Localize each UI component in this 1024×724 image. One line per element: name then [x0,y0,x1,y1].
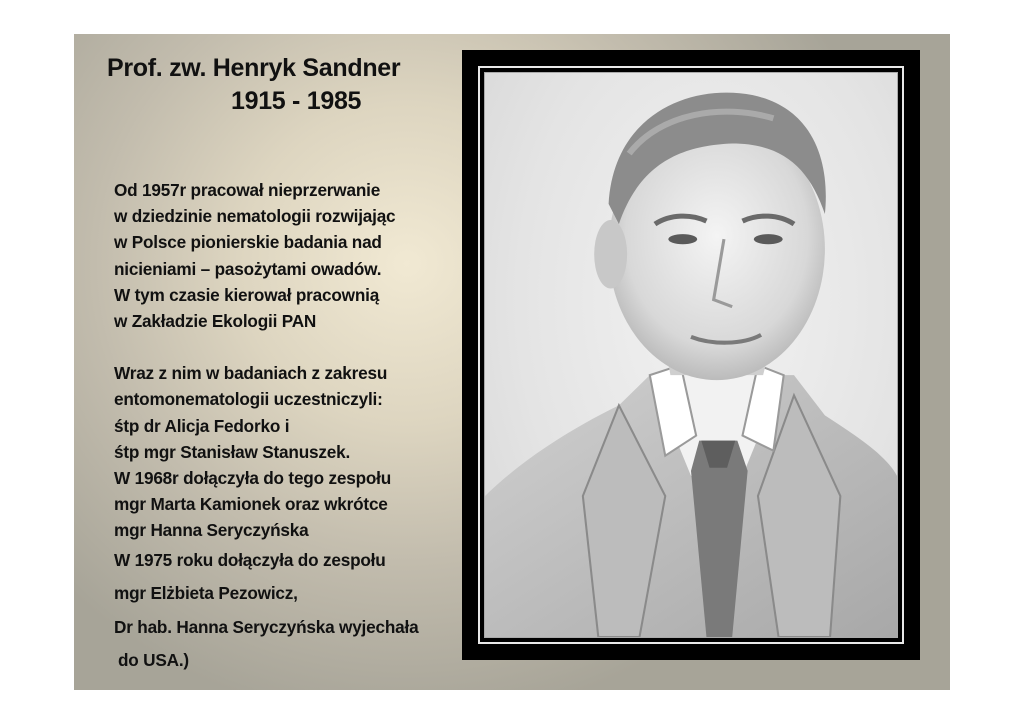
portrait-frame [462,50,920,660]
paragraph-gap [114,334,464,360]
text-line: w Zakładzie Ekologii PAN [114,311,317,332]
text-line: nicieniami – pasożytami owadów. [114,258,382,279]
title-name: Prof. zw. Henryk Sandner [107,54,401,82]
text-line: do USA.) [118,650,189,671]
text-line: Dr hab. Hanna Seryczyńska wyjechała [114,616,419,637]
portrait-mat [478,66,904,644]
biography-text [114,177,464,678]
text-line: w Polsce pionierskie badania nad [114,232,382,253]
text-line: mgr Elżbieta Pezowicz, [114,583,298,604]
portrait-illustration [485,73,897,637]
text-line: w dziedzinie nematologii rozwijając [114,206,396,227]
text-line: entomonematologii uczestniczyli: [114,389,383,410]
text-line: mgr Marta Kamionek oraz wkrótce [114,494,388,515]
text-line: śtp dr Alicja Fedorko i [114,415,290,436]
text-line: W tym czasie kierował pracownią [114,284,380,305]
text-line: Wraz z nim w badaniach z zakresu [114,363,388,384]
portrait-photo [484,72,898,638]
slide [74,34,950,690]
text-line: W 1968r dołączyła do tego zespołu [114,468,392,489]
page-title [107,52,437,118]
text-line: śtp mgr Stanisław Stanuszek. [114,441,351,462]
text-line: W 1975 roku dołączyła do zespołu [114,549,386,570]
text-line: mgr Hanna Seryczyńska [114,520,309,541]
text-line: Od 1957r pracował nieprzerwanie [114,180,381,200]
title-years: 1915 - 1985 [231,87,362,115]
